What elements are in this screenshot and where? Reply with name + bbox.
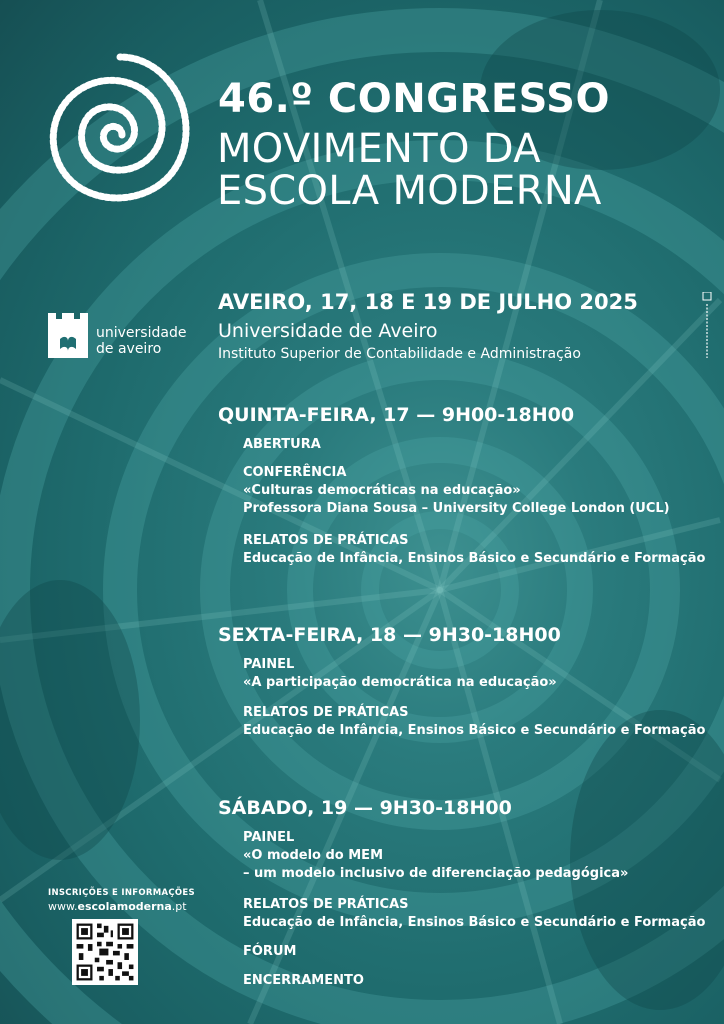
day3-panel — [243, 829, 628, 883]
conference-title: «Culturas democráticas na educação» — [243, 483, 521, 498]
day1-heading: QUINTA-FEIRA, 17 — 9H00-18H00 — [218, 404, 575, 426]
website-link[interactable] — [48, 900, 195, 913]
congress-title: 46.º CONGRESSO — [218, 76, 610, 122]
day2-heading: SEXTA-FEIRA, 18 — 9H30-18H00 — [218, 624, 561, 646]
panel-title: «A participação democrática na educação» — [243, 675, 557, 690]
event-date: AVEIRO, 17, 18 E 19 DE JULHO 2025 — [218, 290, 638, 314]
mem-spiral-logo-icon — [28, 45, 200, 217]
relatos-label: RELATOS DE PRÁTICAS — [243, 533, 409, 548]
day2-relatos — [243, 704, 705, 740]
day1-conference — [243, 464, 670, 518]
conference-label: CONFERÊNCIA — [243, 465, 347, 480]
relatos-label: RELATOS DE PRÁTICAS — [243, 705, 409, 720]
congress-subtitle-line2: ESCOLA MODERNA — [217, 168, 602, 214]
conference-speaker: Professora Diana Sousa – University College London (UCL) — [243, 501, 670, 516]
qr-code-icon[interactable] — [72, 919, 138, 985]
relatos-desc: Educação de Infância, Ensinos Básico e Secundário e Formação — [243, 551, 706, 566]
relatos-desc: Educação de Infância, Ensinos Básico e Secundário e Formação — [243, 723, 706, 738]
day3-forum — [243, 943, 296, 961]
url-suffix: .pt — [171, 900, 187, 913]
relatos-desc: Educação de Infância, Ensinos Básico e Secundário e Formação — [243, 915, 706, 930]
university-name-line2: de aveiro — [96, 341, 162, 357]
forum-label: FÓRUM — [243, 944, 297, 959]
opening-label: ABERTURA — [243, 437, 321, 452]
panel-label: PAINEL — [243, 830, 295, 845]
closing-label: ENCERRAMENTO — [243, 973, 364, 988]
day1-opening — [243, 436, 321, 454]
day3-closing — [243, 972, 364, 990]
event-venue: Universidade de Aveiro — [218, 320, 438, 342]
university-aveiro-icon — [48, 313, 88, 358]
event-institute: Instituto Superior de Contabilidade e Administração — [218, 346, 581, 362]
url-domain: escolamoderna — [77, 900, 172, 913]
day1-relatos — [243, 532, 705, 568]
congress-subtitle-line1: MOVIMENTO DA — [217, 126, 541, 172]
day3-relatos — [243, 896, 705, 932]
relatos-label: RELATOS DE PRÁTICAS — [243, 897, 409, 912]
panel-label: PAINEL — [243, 657, 295, 672]
panel-title-line1: «O modelo do MEM — [243, 848, 384, 863]
university-name-line1: universidade — [96, 325, 187, 341]
registration-label: INSCRIÇÕES E INFORMAÇÕES — [48, 888, 195, 898]
panel-title-line2: – um modelo inclusivo de diferenciação pedagógica» — [243, 866, 629, 881]
registration-info — [48, 888, 195, 913]
credit-mark-icon — [700, 292, 714, 362]
day3-heading: SÁBADO, 19 — 9H30-18H00 — [218, 797, 512, 819]
day2-panel — [243, 656, 557, 692]
url-prefix: www. — [48, 900, 78, 913]
